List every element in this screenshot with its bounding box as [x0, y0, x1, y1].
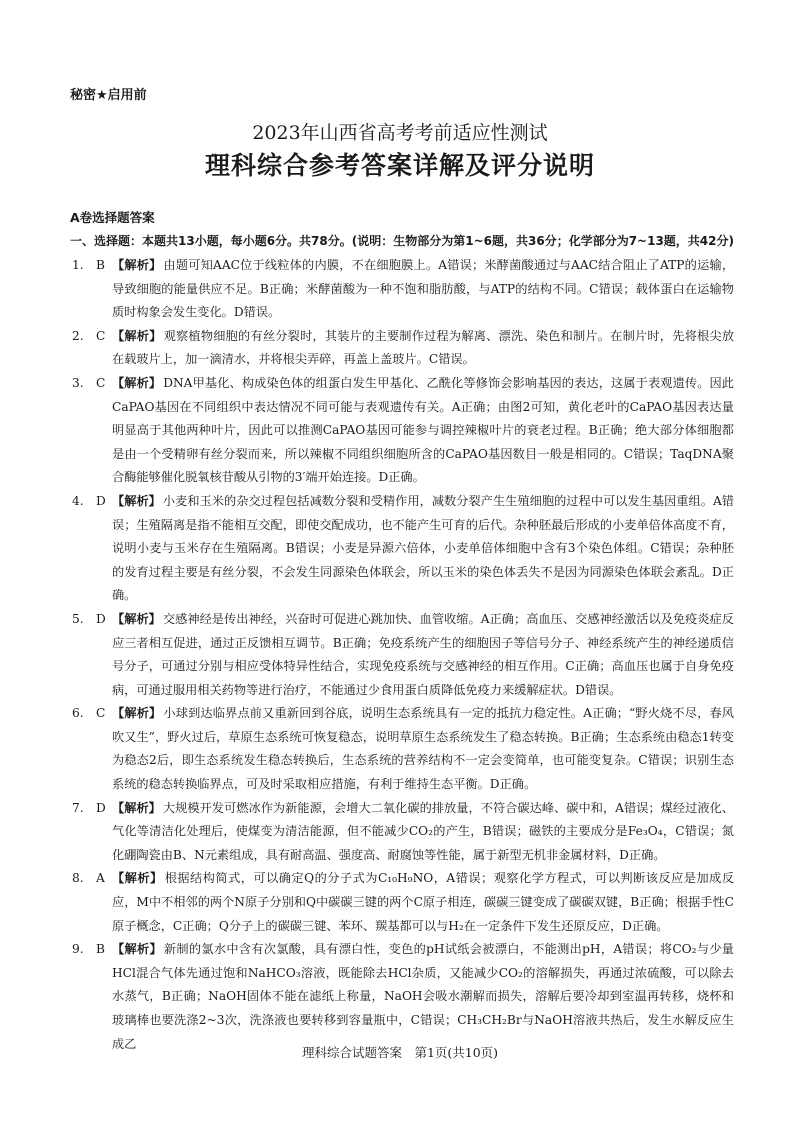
explanation-text: 交感神经是传出神经，兴奋时可促进心跳加快、血管收缩。A正确；高血压、交感神经激活以及免疫炎症反应三者相互促进，通过正反馈相互调节。B正确；免疫系统产生的细胞因子等信号分子、神经系统产生的神经递质信号分子，可通过分别与相应受体特异性结合，实现免疫系统与交感神经的相互作用。C正确；高血压也属于自身免疫病，可通过服用相关药物等进行治疗，不能通过少食用蛋白质降低免疫力来缓解症状。D错误。 — [112, 611, 734, 697]
answer-item — [72, 490, 734, 608]
answer-item — [72, 797, 734, 868]
analysis-tag: 【解析】 — [112, 800, 161, 815]
explanation-text: DNA甲基化、构成染色体的组蛋白发生甲基化、乙酰化等修饰会影响基因的表达，这属于表观遗传。因此CaPAO基因在不同组织中表达情况不同可能与表观遗传有关。A正确；由图2可知，黄化老叶的CaPAO基因表达量明显高于其他两种叶片，因此可以推测CaPAO基因可能参与调控辣椒叶片的衰老过程。B正确；绝大部分体细胞都是由一个受精卵有丝分裂而来，所以辣椒不同组织细胞所含的CaPAO基因数目一般是相同的。C错误；TaqDNA聚合酶能够催化脱氧核苷酸从引物的3′端开始连接。D正确。 — [112, 375, 734, 485]
item-number: 3. — [72, 375, 84, 390]
exam-title: 2023年山西省高考考前适应性测试 — [252, 122, 548, 144]
item-number: 8. — [72, 871, 84, 886]
analysis-tag: 【解析】 — [112, 871, 163, 886]
item-explanation — [112, 372, 734, 490]
item-answer: C — [96, 375, 106, 390]
explanation-text: 大规模开发可燃冰作为新能源，会增大二氧化碳的排放量，不符合碳达峰、碳中和，A错误；煤经过液化、气化等清洁化处理后，使煤变为清洁能源，但不能减少CO₂的产生，B错误；磁铁的主要成分是Fe₃O₄，C错误；氮化硼陶瓷由B、N元素组成，具有耐高温、强度高、耐腐蚀等性能，属于新型无机非金属材料，D正确。 — [112, 800, 734, 862]
item-answer: D — [96, 493, 106, 508]
analysis-tag: 【解析】 — [112, 493, 161, 508]
item-number: 5. — [72, 611, 84, 626]
page-footer: 理科综合试题答案 第1页(共10页) — [301, 1045, 499, 1060]
item-answer: B — [96, 258, 105, 272]
explanation-text: 观察植物细胞的有丝分裂时，其装片的主要制作过程为解离、漂洗、染色和制片。在制片时，先将根尖放在载玻片上，加一滴清水，并将根尖弄碎，再盖上盖玻片。C错误。 — [112, 328, 735, 367]
item-number: 9. — [72, 942, 84, 957]
item-answer: C — [96, 328, 106, 343]
item-explanation — [112, 608, 734, 702]
item-explanation — [112, 938, 734, 1056]
answer-item — [72, 938, 734, 1056]
explanation-text: 新制的氯水中含有次氯酸，具有漂白性，变色的pH试纸会被漂白，不能测出pH，A错误；将CO₂与少量HCl混合气体先通过饱和NaHCO₃溶液，既能除去HCl杂质，又能减少CO₂的溶解损失，再通过浓硫酸，可以除去水蒸气，B正确；NaOH固体不能在滤纸上称量，NaOH会吸水潮解而损失，溶解后要冷却到室温再转移，烧杯和玻璃棒也要洗涤2~3次，洗涤液也要转移到容量瓶中，C错误；CH₃CH₂Br与NaOH溶液共热后，发生水解反应生成乙 — [112, 942, 734, 1051]
item-explanation — [112, 490, 734, 608]
item-explanation — [112, 797, 734, 868]
answer-item — [72, 608, 734, 702]
item-number: 6. — [72, 706, 84, 721]
item-answer: C — [96, 706, 106, 721]
explanation-text: 小麦和玉米的杂交过程包括减数分裂和受精作用，减数分裂产生生殖细胞的过程中可以发生基因重组。A错误；生殖隔离是指不能相互交配，即使交配成功，也不能产生可育的后代。杂种胚最后形成的小麦单倍体高度不育，说明小麦与玉米存在生殖隔离。B错误；小麦是异源六倍体，小麦单倍体细胞中含有3个染色体组。C错误；杂种胚的发育过程主要是有丝分裂，不会发生同源染色体联会，所以玉米的染色体丢失不是因为同源染色体联会紊乱。D正确。 — [112, 493, 734, 603]
item-number: 1. — [72, 258, 84, 272]
section-subheading: 一、选择题：本题共13小题，每小题6分。共78分。(说明：生物部分为第1~6题，共36分；化学部分为7~13题，共42分) — [70, 234, 734, 248]
item-explanation — [112, 254, 734, 325]
confidential-label: 秘密★启用前 — [70, 88, 147, 103]
item-number: 4. — [72, 493, 84, 508]
analysis-tag: 【解析】 — [112, 328, 162, 343]
item-number: 7. — [72, 800, 84, 815]
answer-item — [72, 702, 734, 796]
explanation-text: 小球到达临界点前又重新回到谷底，说明生态系统具有一定的抵抗力稳定性。A正确；“野火烧不尽，春风吹又生”，野火过后，草原生态系统可恢复稳态，说明草原生态系统发生了稳态转换。B正确；生态系统由稳态1转变为稳态2后，即生态系统发生稳态转换后，生态系统的营养结构不一定会变简单，也可能变复杂。C错误；识别生态系统的稳态转换临界点，可及时采取相应措施，有利于维持生态平衡。D正确。 — [112, 706, 734, 792]
item-explanation — [112, 867, 734, 938]
item-answer: D — [96, 800, 106, 815]
item-answer: B — [96, 942, 105, 957]
document-title: 理科综合参考答案详解及评分说明 — [204, 151, 595, 180]
answer-item — [72, 867, 734, 938]
item-explanation — [112, 702, 734, 796]
item-explanation — [112, 325, 734, 372]
item-number: 2. — [72, 328, 84, 343]
analysis-tag: 【解析】 — [112, 611, 161, 626]
answer-list — [72, 254, 734, 1056]
explanation-text: 根据结构简式，可以确定Q的分子式为C₁₀H₉NO，A错误；观察化学方程式，可以判断该反应是加成反应，M中不相邻的两个N原子分别和Q中碳碳三键的两个C原子相连，碳碳三键变成了碳碳双键，B正确；根据手性C原子概念，C正确；Q分子上的碳碳三键、苯环、羰基都可以与H₂在一定条件下发生还原反应，D正确。 — [112, 871, 735, 933]
item-answer: D — [96, 611, 106, 626]
explanation-text: 由题可知AAC位于线粒体的内膜，不在细胞膜上。A错误；米酵菌酸通过与AAC结合阻止了ATP的运输，导致细胞的能量供应不足。B正确；米酵菌酸为一种不饱和脂肪酸，与ATP的结构不同。C错误；载体蛋白在运输物质时构象会发生变化。D错误。 — [112, 258, 735, 320]
analysis-tag: 【解析】 — [112, 942, 162, 957]
answer-item — [72, 372, 734, 490]
section-heading: A卷选择题答案 — [70, 210, 155, 225]
answer-item — [72, 254, 734, 325]
analysis-tag: 【解析】 — [112, 258, 162, 272]
analysis-tag: 【解析】 — [112, 706, 162, 721]
item-answer: A — [96, 871, 105, 886]
answer-item — [72, 325, 734, 372]
analysis-tag: 【解析】 — [112, 375, 162, 390]
